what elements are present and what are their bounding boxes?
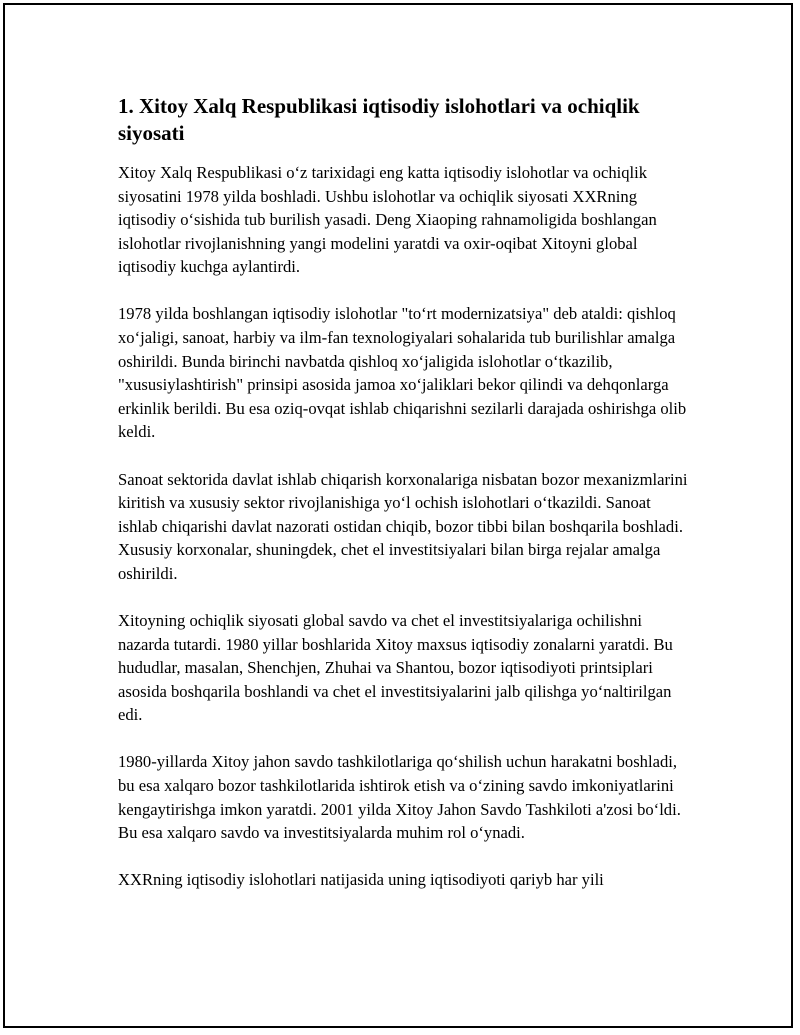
section-heading: 1. Xitoy Xalq Respublikasi iqtisodiy islohotlari va ochiqlik siyosati bbox=[118, 94, 640, 145]
paragraph-6: XXRning iqtisodiy islohotlari natijasida uning iqtisodiyoti qariyb har yili bbox=[118, 870, 604, 890]
paragraph-1: Xitoy Xalq Respublikasi o‘z tarixidagi eng katta iqtisodiy islohotlar va ochiqlik siyosatini 1978 yilda boshladi. Ushbu islohotlar va ochiqlik siyosati XXRning iqtisodiy o‘sishida tub burilish yasadi. Deng Xiaoping rahnamoligida boshlangan islohotlar rivojlanishning yangi modelini yaratdi va oxir-oqibat Xitoyni global iqtisodiy kuchga aylantirdi. bbox=[118, 163, 657, 277]
document-body bbox=[118, 93, 688, 915]
paragraph-2: 1978 yilda boshlangan iqtisodiy islohotlar "to‘rt modernizatsiya" deb ataldi: qishloq xo‘jaligi, sanoat, harbiy va ilm-fan texnologiyalari sohalarida tub burilishlar amalga oshirildi. Bunda birinchi navbatda qishloq xo‘jaligida islohotlar o‘tkazilib, "xususiylashtirish" prinsipi asosida jamoa xo‘jaliklari bekor qilindi va dehqonlarga erkinlik berildi. Bu esa oziq-ovqat ishlab chiqarishni sezilarli darajada oshirishga olib keldi. bbox=[118, 304, 687, 442]
paragraph-4: Xitoyning ochiqlik siyosati global savdo va chet el investitsiyalariga ochilishni nazarda tutardi. 1980 yillar boshlarida Xitoy maxsus iqtisodiy zonalarni yaratdi. Bu hududlar, masalan, Shenchjen, Zhuhai va Shantou, bozor iqtisodiyoti printsiplari asosida boshqarila boshlandi va chet el investitsiyalarini jalb qilishga yo‘naltirilgan edi. bbox=[118, 611, 673, 725]
paragraph-3: Sanoat sektorida davlat ishlab chiqarish korxonalariga nisbatan bozor mexanizmlarini kiritish va xususiy sektor rivojlanishiga yo‘l ochish islohotlari o‘tkazildi. Sanoat ishlab chiqarishi davlat nazorati ostidan chiqib, bozor tibbi bilan boshqarila boshladi. Xususiy korxonalar, shuningdek, chet el investitsiyalari bilan birga rejalar amalga oshirildi. bbox=[118, 469, 688, 583]
paragraph-5: 1980-yillarda Xitoy jahon savdo tashkilotlariga qo‘shilish uchun harakatni boshladi, bu esa xalqaro bozor tashkilotlarida ishtirok etish va o‘zining savdo imkoniyatlarini kengaytirishga imkon yaratdi. 2001 yilda Xitoy Jahon Savdo Tashkiloti a'zosi bo‘ldi. Bu esa xalqaro savdo va investitsiyalarda muhim rol o‘ynadi. bbox=[118, 752, 681, 843]
